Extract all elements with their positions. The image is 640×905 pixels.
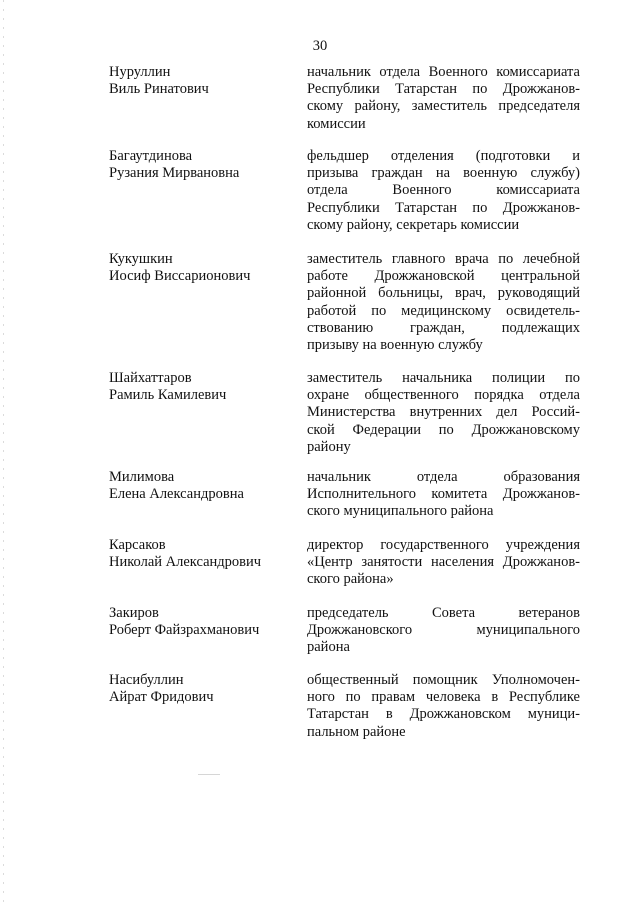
member-position <box>307 605 580 657</box>
position-line: призыва граждан на военную службу) <box>307 165 580 182</box>
position-line: ного по правам человека в Республике <box>307 689 580 706</box>
member-name <box>109 148 289 182</box>
member-name <box>109 672 289 706</box>
member-surname: Багаутдинова <box>109 148 193 164</box>
position-line: района <box>307 639 350 656</box>
position-line: ской Федерации по Дрожжановскому <box>307 421 580 438</box>
position-line: скому району, заместитель председателя <box>307 98 580 115</box>
position-line: призыву на военную службу <box>307 337 483 354</box>
member-given-names: Рузания Мирвановна <box>109 165 240 182</box>
position-line: «Центр занятости населения Дрожжанов- <box>307 554 580 571</box>
member-surname: Кукушкин <box>109 251 173 267</box>
position-line: ского муниципального района <box>307 503 494 520</box>
member-given-names: Елена Александровна <box>109 486 244 503</box>
position-line: начальник отдела Военного комиссариата <box>307 64 580 80</box>
position-line: пальном районе <box>307 723 406 740</box>
position-line: председатель Совета ветеранов <box>307 605 580 621</box>
position-line: ского района» <box>307 571 394 588</box>
position-line: Республики Татарстан по Дрожжанов- <box>307 199 580 216</box>
position-line: начальник отдела образования <box>307 469 580 485</box>
member-name <box>109 537 289 571</box>
member-surname: Милимова <box>109 469 175 485</box>
position-line: ствованию граждан, подлежащих <box>307 319 580 336</box>
member-position <box>307 251 580 354</box>
position-line: районной больницы, врач, руководящий <box>307 285 580 302</box>
position-line: отдела Военного комиссариата <box>307 182 580 199</box>
scan-edge-artifact <box>3 0 4 905</box>
position-line: комиссии <box>307 115 366 132</box>
position-line: охране общественного порядка отдела <box>307 387 580 404</box>
position-line: Республики Татарстан по Дрожжанов- <box>307 81 580 98</box>
member-position <box>307 469 580 521</box>
position-line: заместитель начальника полиции по <box>307 370 580 386</box>
member-given-names: Айрат Фридович <box>109 689 214 706</box>
member-name <box>109 64 289 98</box>
member-name <box>109 469 289 503</box>
member-surname: Насибуллин <box>109 672 184 688</box>
member-given-names: Роберт Файзрахманович <box>109 622 260 639</box>
position-line: работой по медицинскому освидетель- <box>307 302 580 319</box>
member-name <box>109 251 289 285</box>
member-position <box>307 537 580 589</box>
position-line: Татарстан в Дрожжановском муници- <box>307 706 580 723</box>
member-position <box>307 64 580 133</box>
position-line: Министерства внутренних дел Россий- <box>307 404 580 421</box>
member-given-names: Виль Ринатович <box>109 81 209 98</box>
position-line: Исполнительного комитета Дрожжанов- <box>307 486 580 503</box>
page-number: 30 <box>312 38 328 54</box>
member-given-names: Николай Александрович <box>109 554 262 571</box>
position-line: скому району, секретарь комиссии <box>307 216 520 233</box>
member-surname: Карсаков <box>109 537 166 553</box>
position-line: фельдшер отделения (подготовки и <box>307 148 580 164</box>
position-line: общественный помощник Уполномочен- <box>307 672 580 688</box>
member-position <box>307 148 580 234</box>
position-line: работе Дрожжановской центральной <box>307 268 580 285</box>
member-surname: Нуруллин <box>109 64 171 80</box>
scan-mark-artifact <box>198 774 220 775</box>
member-position <box>307 370 580 456</box>
member-position <box>307 672 580 741</box>
member-name <box>109 370 289 404</box>
position-line: району <box>307 438 351 455</box>
member-surname: Шайхаттаров <box>109 370 192 386</box>
member-given-names: Иосиф Виссарионович <box>109 268 251 285</box>
member-name <box>109 605 289 639</box>
position-line: директор государственного учреждения <box>307 537 580 553</box>
member-surname: Закиров <box>109 605 159 621</box>
position-line: заместитель главного врача по лечебной <box>307 251 580 267</box>
position-line: Дрожжановского муниципального <box>307 622 580 639</box>
member-given-names: Рамиль Камилевич <box>109 387 227 404</box>
